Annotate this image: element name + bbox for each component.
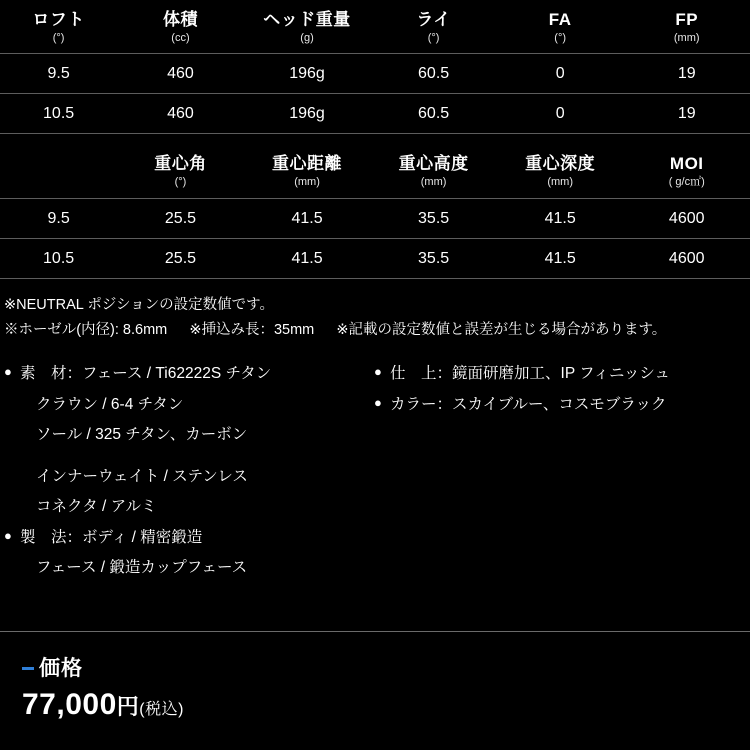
cell-volume: 460: [117, 94, 244, 134]
table-header-row: [0, 0, 750, 54]
cell-lie: 60.5: [370, 54, 497, 94]
cell-fa: 0: [497, 54, 624, 94]
cell-cog-distance: 41.5: [244, 198, 371, 238]
cell-lie: 60.5: [370, 94, 497, 134]
material-value-sole: ソール / 325 チタン、カーボン: [36, 425, 248, 443]
table-row: [0, 198, 750, 238]
spec-table-cog: [0, 144, 750, 278]
column-header-volume: 体積 (cc): [162, 10, 198, 45]
material-row-body: [4, 523, 374, 553]
cell-cog-height: 35.5: [370, 238, 497, 278]
notes-block: [0, 279, 750, 344]
material-label-zai: 素 材：: [20, 365, 83, 383]
material-value-face: フェース / Ti62222S チタン: [82, 365, 272, 383]
material-row-sole: [4, 420, 374, 450]
price-title-label: 価格: [39, 657, 83, 680]
material-row-face: [4, 359, 374, 389]
cell-moi: 4600: [623, 238, 750, 278]
bullet-icon: ●: [4, 527, 12, 543]
materials-right-column: [374, 359, 746, 583]
material-value-connector: コネクタ / アルミ: [36, 498, 157, 516]
bullet-placeholder-icon: [20, 553, 36, 578]
material-value-body: ボディ / 精密鍛造: [82, 528, 203, 546]
bullet-placeholder-icon: [20, 492, 36, 517]
note-hosel-line: [4, 318, 746, 343]
cell-moi: 4600: [623, 198, 750, 238]
bullet-placeholder-icon: [20, 462, 36, 487]
price-title: [22, 652, 184, 682]
bullet-icon: ●: [4, 364, 12, 380]
material-label-seiho: 製 法：: [20, 528, 83, 546]
cell-volume: 460: [117, 54, 244, 94]
column-header-cog-height: 重心高度 (mm): [398, 154, 469, 189]
price-amount: [22, 688, 184, 722]
cell-fp: 19: [623, 54, 750, 94]
column-header-lie: ライ (°): [416, 10, 451, 45]
table-row: [0, 238, 750, 278]
cell-loft: 10.5: [0, 238, 117, 278]
column-header-head-weight: ヘッド重量 (g): [263, 10, 351, 45]
spec-table-basic: [0, 0, 750, 134]
material-row-color: [374, 390, 746, 420]
note-tolerance: ※記載の設定数値と誤差が生じる場合があります。: [336, 322, 667, 339]
column-header-moi: MOI ( g/c㎡): [668, 154, 705, 189]
material-row-face-forging: [4, 553, 374, 583]
material-value-crown: クラウン / 6-4 チタン: [36, 395, 184, 413]
price-tax-note: (税込): [139, 701, 184, 718]
table-header-row: [0, 144, 750, 198]
materials-block: [0, 343, 750, 583]
cell-cog-depth: 41.5: [497, 238, 624, 278]
price-block: [22, 652, 184, 722]
note-insert-length: ※挿込み長：35mm: [189, 322, 315, 339]
column-header-cog-angle: 重心角 (°): [154, 154, 207, 189]
materials-left-column: [4, 359, 374, 583]
price-divider: [0, 631, 750, 632]
note-neutral: ※NEUTRAL ポジションの設定数値です。: [4, 296, 275, 313]
cell-cog-distance: 41.5: [244, 238, 371, 278]
material-value-color: スカイブルー、コスモブラック: [452, 395, 667, 413]
cell-loft: 9.5: [0, 54, 117, 94]
material-value-face-forging: フェース / 鍛造カップフェース: [36, 558, 248, 576]
cell-cog-angle: 25.5: [117, 198, 244, 238]
material-label-shiage: 仕 上：: [390, 365, 453, 383]
column-header-loft: ロフト (°): [32, 10, 85, 45]
cell-head-weight: 196g: [244, 54, 371, 94]
cell-loft: 10.5: [0, 94, 117, 134]
material-label-color: カラー：: [390, 395, 453, 413]
note-hosel: ※ホーゼル(内径): 8.6mm: [4, 322, 168, 339]
bullet-icon: ●: [374, 394, 382, 410]
column-header-cog-depth: 重心深度 (mm): [525, 154, 596, 189]
cell-cog-angle: 25.5: [117, 238, 244, 278]
material-row-crown: [4, 390, 374, 420]
accent-dash-icon: [22, 667, 34, 670]
material-spacer: [4, 450, 374, 462]
material-row-finish: [374, 359, 746, 389]
cell-fa: 0: [497, 94, 624, 134]
table-row: [0, 94, 750, 134]
material-value-inner-weight: インナーウェイト / ステンレス: [36, 468, 248, 486]
bullet-icon: ●: [374, 364, 382, 380]
column-header-cog-distance: 重心距離 (mm): [272, 154, 343, 189]
price-currency: 円: [116, 694, 140, 719]
bullet-placeholder-icon: [20, 420, 36, 445]
cell-head-weight: 196g: [244, 94, 371, 134]
material-row-inner-weight: [4, 462, 374, 492]
material-row-connector: [4, 492, 374, 522]
cell-loft: 9.5: [0, 198, 117, 238]
cell-cog-height: 35.5: [370, 198, 497, 238]
table-spacer: [0, 134, 750, 144]
bullet-placeholder-icon: [20, 390, 36, 415]
column-header-blank: [0, 144, 117, 198]
table-row: [0, 54, 750, 94]
column-header-fp: FP (mm): [673, 10, 700, 45]
cell-cog-depth: 41.5: [497, 198, 624, 238]
price-value: 77,000: [22, 688, 117, 721]
cell-fp: 19: [623, 94, 750, 134]
column-header-fa: FA (°): [548, 10, 572, 45]
material-value-finish: 鏡面研磨加工、IP フィニッシュ: [452, 365, 671, 383]
